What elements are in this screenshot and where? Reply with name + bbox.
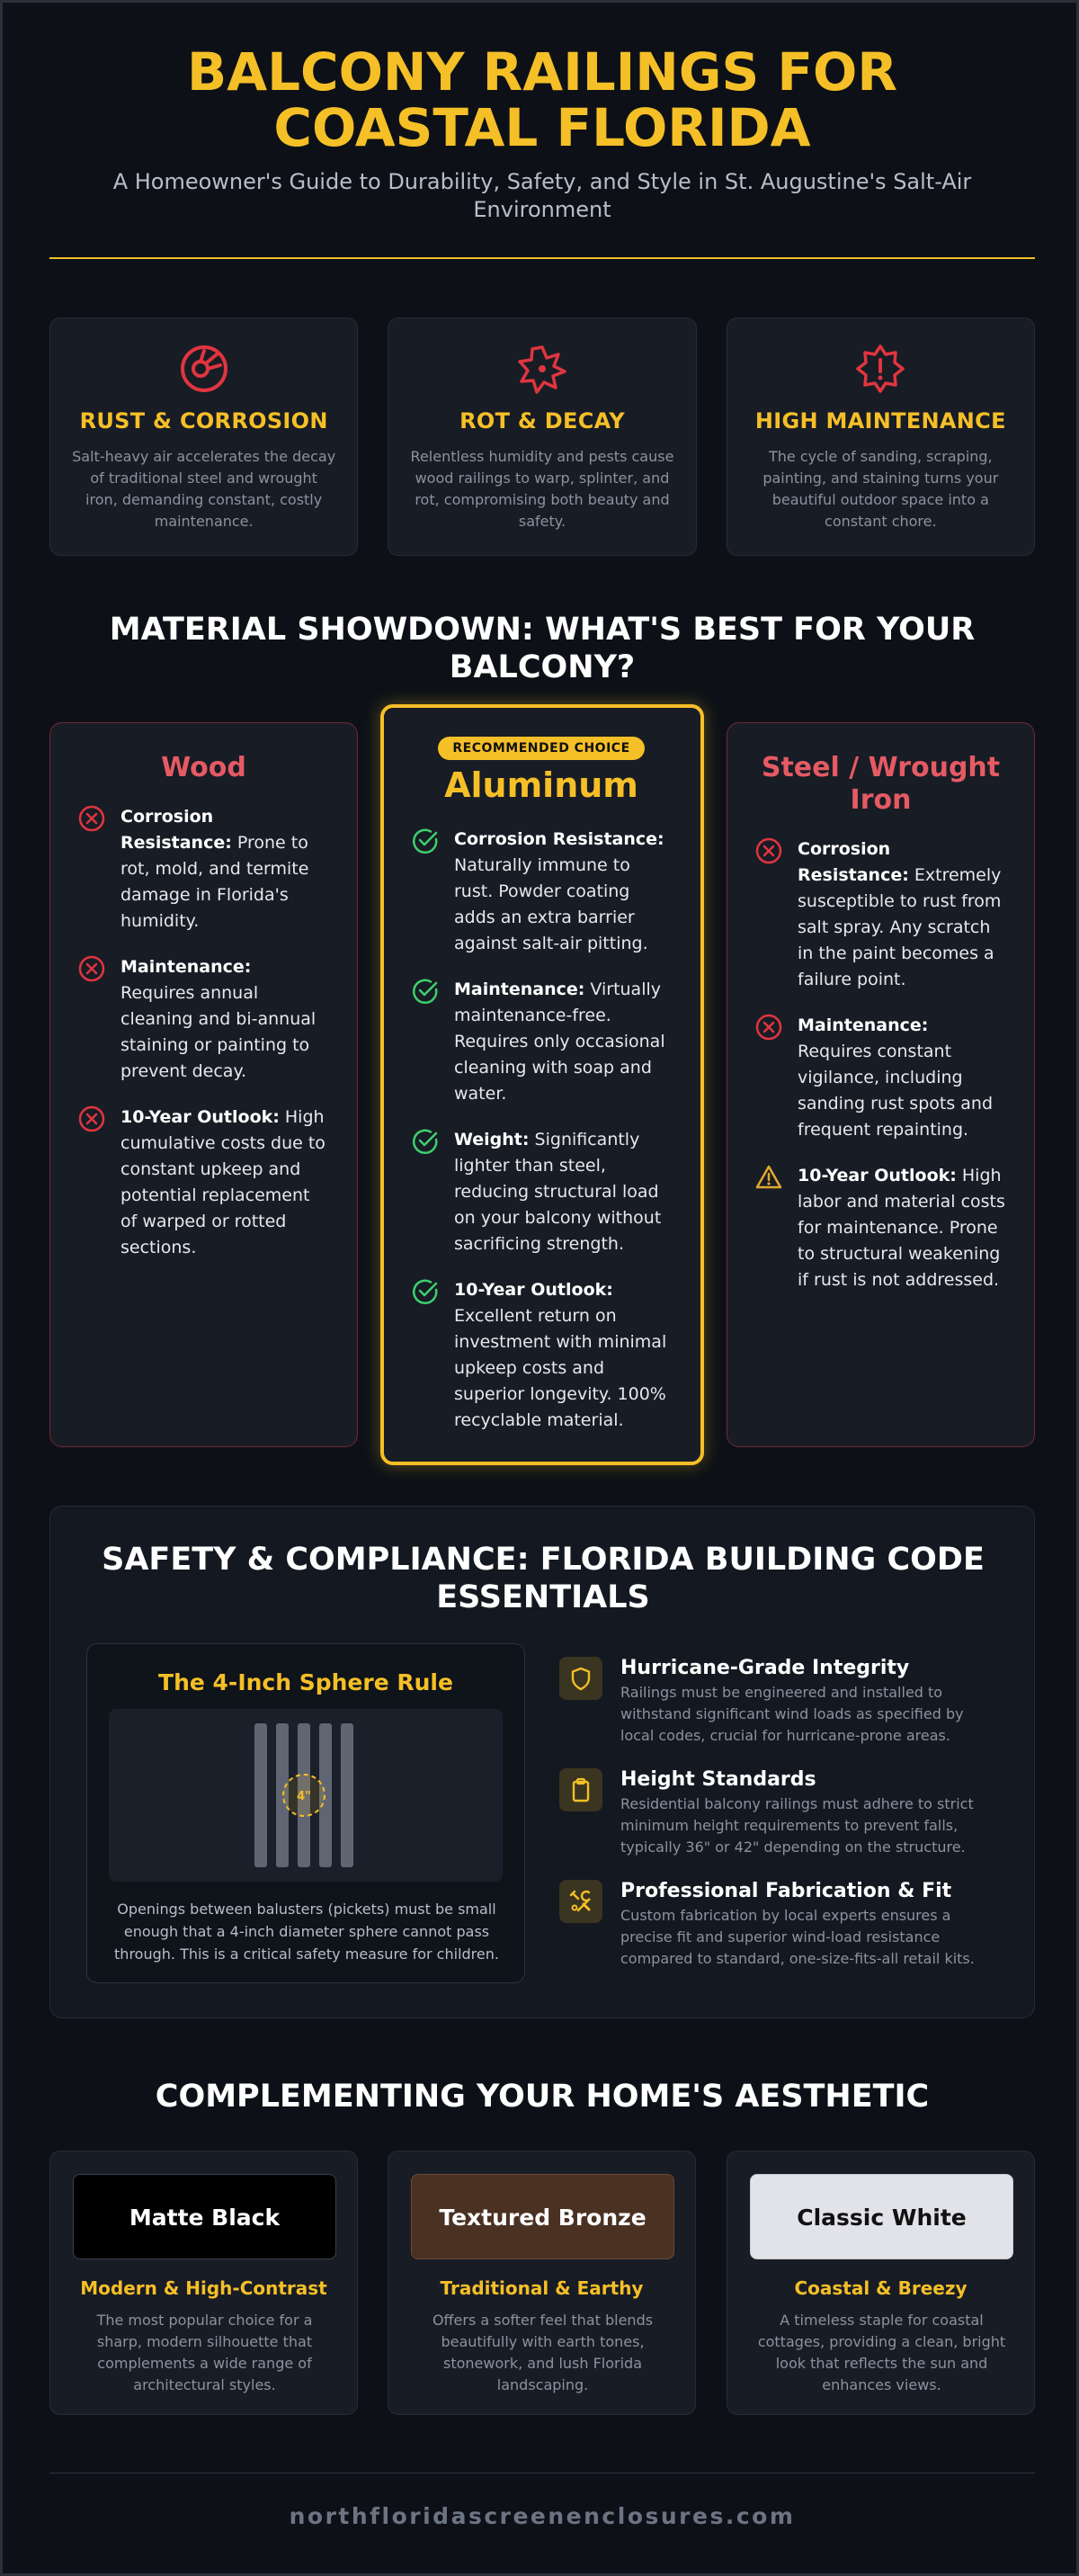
finish-card-black [49, 2151, 358, 2415]
requirement-text: Residential balcony railings must adhere to strict minimum height requirements to prevent falls, typically 36" or 42" depending on the structure. [620, 1795, 974, 1856]
item-label: Maintenance: [120, 957, 252, 977]
x-circle-icon [77, 804, 106, 833]
problem-card-rust [49, 318, 358, 556]
item-label: Corrosion Resistance: [120, 807, 232, 853]
item-text: High cumulative costs due to constant upkeep and potential replacement of warped or rotted sections. [120, 1107, 325, 1257]
material-name: Steel / Wrought Iron [761, 752, 1001, 816]
item-label: Maintenance: [798, 1015, 929, 1035]
material-item [754, 1163, 1007, 1293]
requirement-height [559, 1768, 991, 1858]
requirement-icon-box [559, 1880, 602, 1923]
item-label: Corrosion Resistance: [798, 839, 909, 885]
finish-swatch: Classic White [750, 2174, 1013, 2259]
material-item [411, 1277, 672, 1434]
footer-site-link[interactable]: northfloridascreenenclosures.com [289, 2503, 796, 2529]
check-circle-icon [411, 827, 440, 855]
requirement-fabrication [559, 1880, 991, 1970]
showdown-title: MATERIAL SHOWDOWN: WHAT'S BEST FOR YOUR BALCONY? [109, 612, 976, 685]
item-text: Naturally immune to rust. Powder coating adds an extra barrier against salt-air pitting. [454, 855, 648, 953]
aesthetic-title: COMPLEMENTING YOUR HOME'S AESTHETIC [155, 2079, 930, 2115]
sphere-label: 4" [297, 1790, 311, 1803]
rust-gear-icon [177, 342, 231, 396]
finish-card-bronze [388, 2151, 696, 2415]
requirement-text: Railings must be engineered and installed to withstand significant wind loads as specified by local codes, crucial for hurricane-prone areas. [620, 1684, 964, 1744]
safety-section [49, 1506, 1035, 2018]
problem-title: RUST & CORROSION [79, 408, 328, 434]
material-item [77, 1105, 330, 1261]
item-text: Prone to rot, mold, and termite damage in Florida's humidity. [120, 833, 309, 931]
finish-title: Coastal & Breezy [794, 2277, 968, 2299]
page-title: BALCONY RAILINGS FOR COASTAL FLORIDA [186, 41, 898, 158]
problem-card-maintenance [727, 318, 1035, 556]
x-circle-icon [754, 836, 783, 865]
material-item [411, 1127, 672, 1257]
material-item [754, 1013, 1007, 1143]
material-item [411, 977, 672, 1107]
check-circle-icon [411, 1277, 440, 1306]
requirement-icon-box [559, 1657, 602, 1700]
tools-icon [559, 1880, 602, 1923]
finish-text: Offers a softer feel that blends beautifully with earth tones, stonework, and lush Florida landscaping. [432, 2312, 654, 2393]
material-card-steel [727, 722, 1035, 1447]
alert-badge-icon [853, 342, 907, 396]
requirement-title: Hurricane-Grade Integrity [620, 1657, 910, 1679]
x-circle-icon [754, 1013, 783, 1042]
safety-title: SAFETY & COMPLIANCE: FLORIDA BUILDING CODE ESSENTIALS [102, 1542, 985, 1615]
material-name: Wood [161, 752, 246, 783]
finish-swatch: Textured Bronze [411, 2174, 674, 2259]
material-name: Aluminum [444, 765, 638, 805]
item-label: 10-Year Outlook: [120, 1107, 280, 1127]
baluster-diagram [109, 1709, 503, 1882]
check-circle-icon [411, 1127, 440, 1156]
requirement-title: Height Standards [620, 1768, 816, 1791]
recommended-badge: RECOMMENDED CHOICE [438, 737, 645, 760]
warning-triangle-icon [754, 1163, 783, 1192]
item-text: High labor and material costs for maintenance. Prone to structural weakening if rust is not addressed. [798, 1166, 1005, 1290]
item-label: Maintenance: [454, 979, 585, 999]
baluster [341, 1723, 353, 1867]
material-card-aluminum [380, 704, 704, 1465]
finish-title: Modern & High-Contrast [80, 2277, 327, 2299]
shield-icon [559, 1657, 602, 1700]
check-circle-icon [411, 977, 440, 1006]
finish-card-white [727, 2151, 1035, 2415]
item-label: 10-Year Outlook: [798, 1166, 957, 1185]
requirement-text: Custom fabrication by local experts ensures a precise fit and superior wind-load resistance compared to standard, one-size-fits-all retail kits. [620, 1907, 975, 1967]
material-item [411, 827, 672, 957]
problem-title: ROT & DECAY [459, 408, 625, 434]
decay-burst-icon [515, 342, 569, 396]
problem-text: The cycle of sanding, scraping, painting, and staining turns your beautiful outdoor space into a constant chore. [762, 448, 999, 530]
baluster [254, 1723, 267, 1867]
finish-text: The most popular choice for a sharp, modern silhouette that complements a wide range of architectural styles. [96, 2312, 313, 2393]
problem-text: Salt-heavy air accelerates the decay of traditional steel and wrought iron, demanding constant, costly maintenance. [72, 448, 336, 530]
problem-cards [49, 318, 1035, 556]
requirement-hurricane [559, 1657, 991, 1747]
x-circle-icon [77, 1105, 106, 1133]
item-text: Extremely susceptible to rust from salt spray. Any scratch in the paint becomes a failure point. [798, 865, 1002, 989]
item-text: Virtually maintenance-free. Requires only occasional cleaning with soap and water. [454, 979, 665, 1104]
baluster-graphic [109, 1709, 503, 1882]
item-text: Excellent return on investment with minimal upkeep costs and superior longevity. 100% recyclable material. [454, 1306, 667, 1430]
item-label: Weight: [454, 1130, 530, 1149]
finish-text: A timeless staple for coastal cottages, providing a clean, bright look that reflects the sun and enhances views. [757, 2312, 1006, 2393]
item-text: Significantly lighter than steel, reducing structural load on your balcony without sacrificing strength. [454, 1130, 662, 1254]
clipboard-icon [559, 1768, 602, 1811]
sphere-rule-caption: Openings between balusters (pickets) must be small enough that a 4-inch diameter sphere cannot pass through. This is a critical safety measure for children. [114, 1901, 499, 1963]
sphere-rule-title: The 4-Inch Sphere Rule [158, 1669, 453, 1695]
problem-card-rot [388, 318, 696, 556]
x-circle-icon [77, 954, 106, 983]
requirement-icon-box [559, 1768, 602, 1811]
item-text: Requires annual cleaning and bi-annual staining or painting to prevent decay. [120, 983, 317, 1081]
item-label: 10-Year Outlook: [454, 1280, 613, 1300]
item-label: Corrosion Resistance: [454, 829, 664, 849]
material-card-wood [49, 722, 358, 1447]
finish-title: Traditional & Earthy [440, 2277, 644, 2299]
problem-text: Relentless humidity and pests cause wood railings to warp, splinter, and rot, compromising both beauty and safety. [410, 448, 674, 530]
material-item [77, 804, 330, 935]
problem-title: HIGH MAINTENANCE [754, 408, 1006, 434]
material-item [77, 954, 330, 1085]
finish-swatch: Matte Black [73, 2174, 336, 2259]
header-divider [49, 257, 1035, 259]
item-text: Requires constant vigilance, including sanding rust spots and frequent repainting. [798, 1042, 994, 1140]
page-subtitle: A Homeowner's Guide to Durability, Safety, and Style in St. Augustine's Salt-Air Environment [112, 169, 972, 222]
requirement-title: Professional Fabrication & Fit [620, 1880, 952, 1902]
sphere-rule-card [86, 1643, 525, 1983]
material-item [754, 836, 1007, 993]
